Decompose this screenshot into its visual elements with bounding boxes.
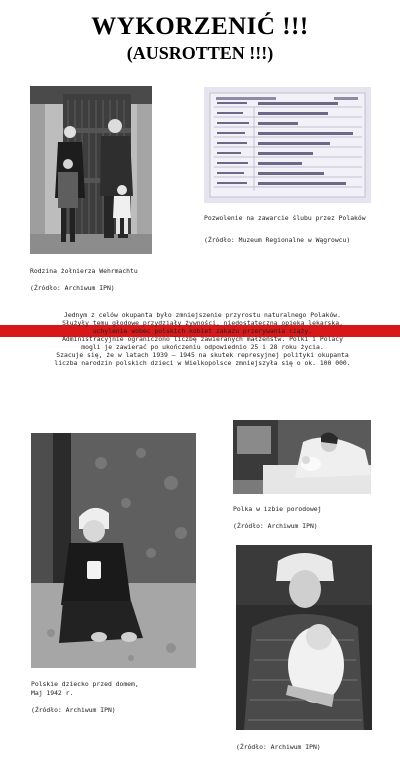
mother-with-baby-photo [236, 545, 372, 730]
polish-child-photo [31, 433, 196, 668]
body-line-2: Służyły temu głodowe przydziały żywności, niedostateczna opieka lekarska, [62, 319, 343, 327]
child-caption-line-1: Polskie dziecko przed domem, [31, 680, 139, 688]
body-line-1: Jednym z celów okupanta było zmniejszenie przyrostu naturalnego Polaków. [63, 311, 342, 319]
child-source: (Źródło: Archiwum IPN) [31, 706, 116, 714]
family-photo [30, 86, 152, 254]
maternity-source: (Źródło: Archiwum IPN) [233, 522, 318, 530]
page-title: WYKORZENIĆ !!! [91, 13, 309, 40]
body-line-3: uchylenie wobec polskich kobiet zakazu przerywania ciąży. [92, 327, 313, 335]
page-subtitle: (AUSROTTEN !!!) [126, 43, 274, 63]
document-caption: Pozwolenie na zawarcie ślubu przez Polaków [204, 214, 366, 222]
mother-source: (Źródło: Archiwum IPN) [236, 743, 321, 751]
child-caption-line-2: Maj 1942 r. [31, 689, 74, 697]
document-source: (Źródło: Muzeum Regionalne w Wągrowcu) [204, 236, 351, 244]
body-line-6: Szacuje się, że w latach 1939 – 1945 na skutek represyjnej polityki okupanta [56, 351, 349, 359]
family-photo-caption: Rodzina żołnierza Wehrmachtu [30, 267, 138, 275]
body-line-5: mogli je zawierać po ukończeniu odpowiednio 25 i 28 roku życia. [81, 343, 324, 351]
family-photo-source: (Źródło: Archiwum IPN) [30, 284, 115, 292]
body-line-7: liczba narodzin polskich dzieci w Wielkopolsce zmniejszyła się o ok. 100 000. [54, 359, 351, 367]
body-paragraph [30, 311, 375, 367]
maternity-caption: Polka w izbie porodowej [233, 505, 322, 513]
maternity-ward-photo [233, 420, 371, 494]
body-line-4: Administracyjnie ograniczono liczbę zawieranych małżeństw. Polki i Polacy [62, 335, 343, 343]
marriage-permit-document [204, 87, 371, 203]
